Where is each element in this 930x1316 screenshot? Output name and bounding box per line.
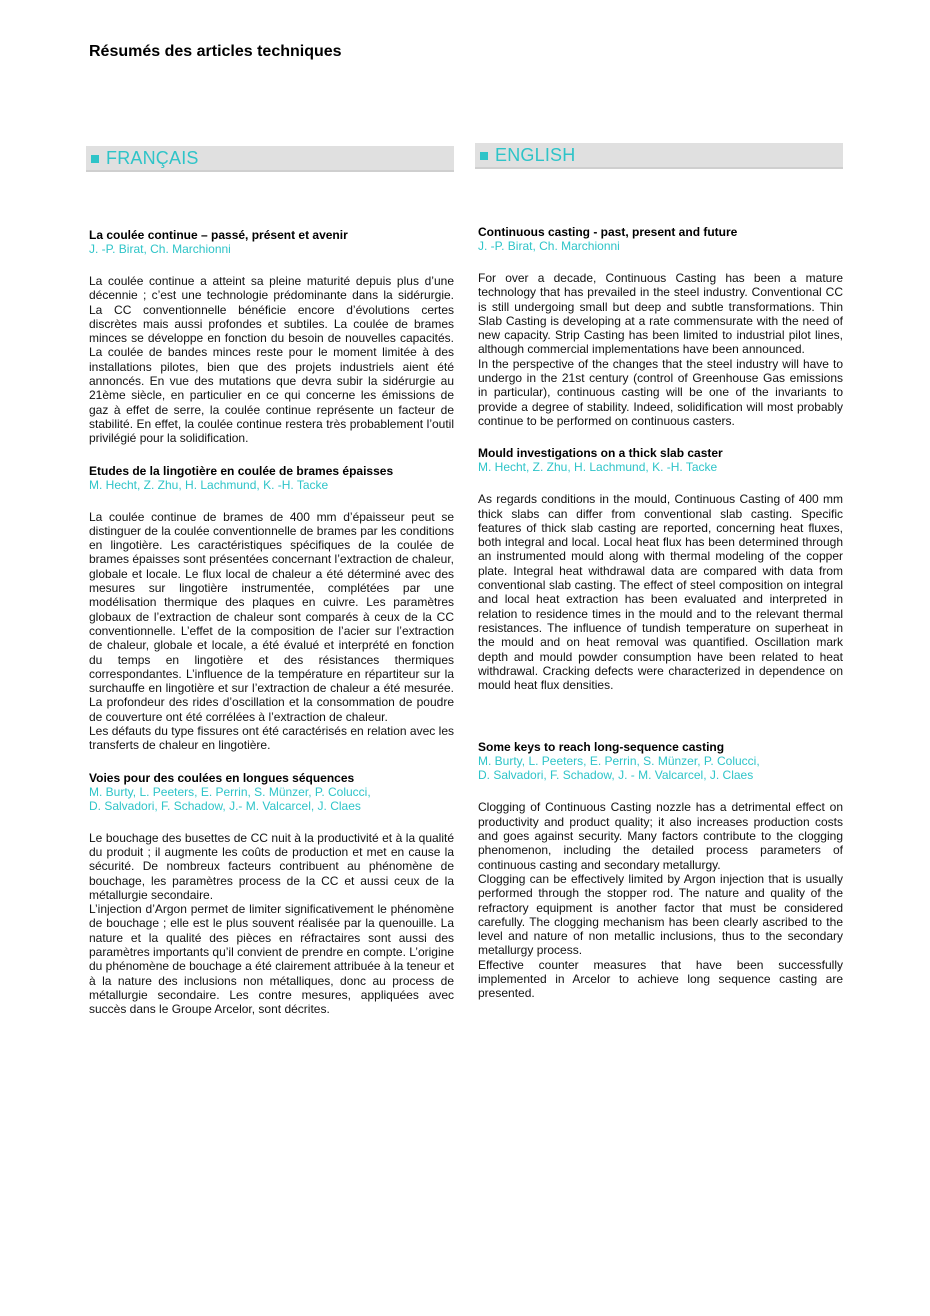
abstract-paragraph: As regards conditions in the mould, Continuous Casting of 400 mm thick slabs can differ from conventional slab casting. Specific features of thick slab casting are reported, concerning heat fluxes, both integral and local. Local heat flux has been determined through an instrumented mould along with thermal modeling of the copper plate. Integral heat withdrawal data are compared with data from conventional slab casting. The effect of steel composition on integral and local heat extraction has been evaluated and interpreted in relation to residence times in the mould and to the relevant thermal resistances. The influence of tundish temperature on superheat in the mould and on heat removal was quantified. Oscillation mark depth and mould powder consumption have been related to heat withdrawal. Cracking defects were characterized in dependence on mould heat flux densities. [478, 492, 843, 693]
article-en-1 [478, 225, 843, 428]
square-bullet-icon [91, 155, 99, 163]
article-title: Etudes de la lingotière en coulée de brames épaisses [89, 463, 394, 478]
article-abstract [478, 800, 843, 1000]
article-fr-3 [89, 771, 454, 1017]
abstract-paragraph: In the perspective of the changes that the steel industry will have to undergo in the 21st century (control of Greenhouse Gas emissions in particular), continuous casting will be one of the invariants to provide a degree of stability. Indeed, solidification will most probably continue to be performed on continuous casters. [478, 356, 843, 428]
abstract-paragraph: Les défauts du type fissures ont été caractérisés en relation avec les transferts de chaleur en lingotière. [89, 724, 454, 753]
article-abstract [478, 271, 843, 428]
section-label: FRANÇAIS [106, 147, 199, 168]
english-section-header [475, 143, 843, 169]
abstract-paragraph: For over a decade, Continuous Casting has been a mature technology that has prevailed in the steel industry. Conventional CC is still undergoing small but deep and subtle transformations. Thin Slab Casting is developing at a rate commensurate with the need of new capacity. Strip Casting has been limited to industrial pilot lines, although commercial implementations have been announced. [478, 271, 843, 357]
article-authors: J. -P. Birat, Ch. Marchionni [478, 239, 620, 253]
abstract-paragraph: L’injection d’Argon permet de limiter significativement le phénomène de bouchage ; elle est le plus souvent réalisée par la quenouille. La nature et la qualité des pièces en réfractaires sont aussi des paramètres importants qu’il convient de prendre en compte. L’origine du phénomène de bouchage a été clairement attribuée à la teneur et à la nature des inclusions non métalliques, donc au process de métallurgie secondaire. Les contre mesures, appliquées avec succès dans le Groupe Arcelor, sont décrites. [89, 902, 454, 1017]
article-abstract [89, 510, 454, 753]
article-authors: M. Hecht, Z. Zhu, H. Lachmund, K. -H. Tacke [89, 477, 329, 492]
english-column [475, 143, 843, 1019]
abstract-paragraph: Le bouchage des busettes de CC nuit à la productivité et à la qualité du produit ; il augmente les coûts de production et met en cause la sécurité. De nombreux facteurs contribuent au phénomène de bouchage, les paramètres process de la CC et aussi ceux de la métallurgie secondaire. [89, 830, 454, 902]
abstract-paragraph: Effective counter measures that have been successfully implemented in Arcelor to achieve long sequence casting are presented. [478, 957, 843, 1001]
article-title: Continuous casting - past, present and future [478, 225, 738, 239]
square-bullet-icon [480, 152, 488, 160]
article-title: Some keys to reach long-sequence casting [478, 740, 725, 755]
french-column [86, 146, 454, 1034]
abstract-paragraph: Clogging of Continuous Casting nozzle has a detrimental effect on productivity and product quality; it also increases production costs and goes against security. Many factors contribute to the clogging phenomenon, including the detailed process parameters of continuous casting and secondary metallurgy. [478, 800, 843, 872]
article-authors: M. Burty, L. Peeters, E. Perrin, S. Münzer, P. Colucci, D. Salvadori, F. Schadow, J.- M. Valcarcel, J. Claes [89, 784, 371, 813]
abstract-paragraph: Clogging can be effectively limited by Argon injection that is usually performed through the stopper rod. The nature and quality of the refractory equipment is another factor that must be considered carefully. The clogging mechanism has been clearly ascribed to the level and nature of non metallic inclusions, thus to the secondary metallurgy process. [478, 871, 843, 958]
article-authors: M. Burty, L. Peeters, E. Perrin, S. Münzer, P. Colucci, D. Salvadori, F. Schadow, J. - M. Valcarcel, J. Claes [478, 754, 760, 783]
article-title: La coulée continue – passé, présent et avenir [89, 228, 348, 242]
article-authors: J. -P. Birat, Ch. Marchionni [89, 242, 231, 256]
article-abstract [89, 831, 454, 1017]
article-authors: M. Hecht, Z. Zhu, H. Lachmund, K. -H. Tacke [478, 460, 718, 475]
article-en-2 [478, 446, 843, 692]
article-fr-1 [89, 228, 454, 446]
abstract-paragraph: La coulée continue de brames de 400 mm d’épaisseur peut se distinguer de la coulée conventionnelle de brames par les conditions en lingotière. Les caractéristiques spécifiques de la coulée de brames épaisses sont présentées concernant l’extraction de chaleur, globale et locale. Le flux local de chaleur a été déterminé avec des mesures sur lingotière instrumentée, complétées par une modélisation thermique des plaques en cuivre. Les paramètres globaux de l’extraction de chaleur sont comparés à ceux de la CC conventionnelle. L’effet de la composition de l’acier sur l’extraction de chaleur, globale et locale, a été évalué et interprété en fonction du temps en lingotière et des résistances thermiques correspondantes. L’influence de la température en répartiteur sur la surchauffe en lingotière et sur l’extraction de chaleur a été mesurée. La profondeur des rides d’oscillation et la consommation de poudre de couverture ont été corrélées à l’extraction de chaleur. [89, 509, 454, 724]
french-section-header [86, 146, 454, 172]
article-fr-2 [89, 464, 454, 753]
article-title: Mould investigations on a thick slab caster [478, 446, 723, 461]
page-title: Résumés des articles techniques [89, 43, 342, 60]
article-abstract [89, 274, 454, 446]
article-en-3 [478, 740, 843, 1000]
abstract-paragraph: La coulée continue a atteint sa pleine maturité depuis plus d’une décennie ; c’est une technologie prédominante dans la sidérurgie. La CC conventionnelle bénéficie encore d’évolutions certes discrètes mais aussi profondes et subtiles. La coulée de brames minces se développe en fonction du besoin de nouvelles capacités. La coulée de bandes minces reste pour le moment limitée à des installations pilotes, bien que des projets industriels aient été annoncés. En vue des mutations que devra subir la sidérurgie au 21ème siècle, en particulier en ce qui concerne les émissions de gaz à effet de serre, la coulée continue représente un facteur de stabilité. En effet, la coulée continue restera très probablement l’outil privilégié pour la solidification. [89, 274, 454, 446]
article-abstract [478, 492, 843, 692]
article-title: Voies pour des coulées en longues séquences [89, 770, 355, 785]
section-label: ENGLISH [495, 144, 576, 165]
